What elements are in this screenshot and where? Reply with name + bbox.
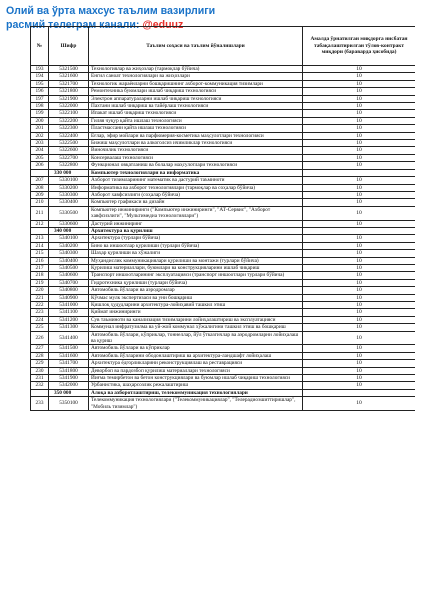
row-multiplier: 10 [303,206,416,220]
row-number: 219 [31,279,49,286]
row-number: 229 [31,360,49,367]
row-number: 227 [31,345,49,352]
row-multiplier: 10 [303,375,416,382]
row-code: 5350100 [49,397,89,411]
row-field-name: Алоқа ва ахборотлаштириш, телекоммуникация технологиялари [89,389,303,396]
row-code: 5322300 [49,125,89,132]
row-field-name: Электрон аппаратураларни ишлаб чиқариш технологияси [89,95,303,102]
row-multiplier: 10 [303,397,416,411]
row-multiplier: 10 [303,287,416,294]
row-code: 5340600 [49,272,89,279]
row-code: 5341400 [49,331,89,345]
table-row [31,132,416,139]
row-multiplier [303,169,416,176]
table-row [31,191,416,198]
row-number [31,389,49,396]
row-code: 5341900 [49,375,89,382]
row-multiplier: 10 [303,316,416,323]
row-multiplier: 10 [303,80,416,87]
table-row [31,331,416,345]
row-field-name: Консервалаш технологияси [89,154,303,161]
table-row [31,117,416,124]
row-code: 5341000 [49,302,89,309]
row-multiplier: 10 [303,184,416,191]
row-field-name: Виночилик технологияси [89,147,303,154]
row-code: 5341700 [49,360,89,367]
row-code: 5340500 [49,264,89,271]
row-number: 228 [31,352,49,359]
row-field-name: Телекоммуникация технологиялари ("Телекоммуникациялар", "Телерадиоэшиттиришлар", "Мобиль тизимлар") [89,397,303,411]
row-field-name: Ремонтехника буюмлари ишлаб чиқариш технологияси [89,88,303,95]
row-multiplier [303,227,416,234]
row-multiplier: 10 [303,345,416,352]
row-number: 220 [31,287,49,294]
row-number: 212 [31,220,49,227]
row-number: 223 [31,309,49,316]
table-row [31,147,416,154]
table-row [31,199,416,206]
telegram-handle[interactable]: @eduuz [142,19,184,31]
row-code: 5330100 [49,177,89,184]
row-number: 211 [31,206,49,220]
row-field-name: Бино ва иншоотлар қурилиши (турлари бўйича) [89,242,303,249]
row-multiplier: 10 [303,220,416,227]
row-code: 5341800 [49,367,89,374]
row-field-name: Еғлар, эфир мойлари ва парфюмерия-косметика маҳсулотлари технологияси [89,132,303,139]
column-header-field: Таълим соҳаси ва таълим йўналишлари [89,27,303,66]
row-multiplier: 10 [303,132,416,139]
table-row [31,302,416,309]
row-multiplier: 10 [303,367,416,374]
table-row [31,140,416,147]
row-code: 5322800 [49,162,89,169]
row-code: 5330500 [49,206,89,220]
row-code: 340 000 [49,227,89,234]
row-field-name: Архитектура ёдгорликларини реконструкциялаш ва реставрацияси [89,360,303,367]
row-code: 5340400 [49,257,89,264]
row-number: 196 [31,88,49,95]
row-number [31,169,49,176]
table-row [31,294,416,301]
table-row [31,103,416,110]
row-multiplier: 10 [303,309,416,316]
row-field-name: Информатика ва ахборот технологиялари (тармоқлар ва соҳалар бўйича) [89,184,303,191]
row-field-name: Транспорт иншоотларининг эксплуатацияси (транспорт иншоотлари турлари бўйича) [89,272,303,279]
row-field-name: Шаҳар қурилиши ва хўжалиги [89,250,303,257]
row-number: 202 [31,132,49,139]
header-channel-label: расмий телеграм канали: [6,19,140,31]
row-field-name: Урбанистика, шаҳарсозлик режалаштириш [89,382,303,389]
row-number: 207 [31,177,49,184]
row-code: 5330300 [49,191,89,198]
tuition-table [30,26,415,411]
row-number: 214 [31,242,49,249]
row-number: 198 [31,103,49,110]
row-multiplier [303,389,416,396]
table-row [31,80,416,87]
table-row [31,235,416,242]
row-multiplier: 10 [303,147,416,154]
column-header-multiplier: Амалда ўрнатилган миқдорга нисбатан табақалаштирилган тўлов-контракт миқдори (бараварда ҳисобида) [303,27,416,66]
row-field-name: Архитектура (турлари бўйича) [89,235,303,242]
table-row [31,397,416,411]
row-code: 5322600 [49,147,89,154]
row-number: 221 [31,294,49,301]
row-code: 5342000 [49,382,89,389]
row-field-name: Ахборот тизимларининг математик ва дастурий таъминоти [89,177,303,184]
row-number: 195 [31,80,49,87]
row-field-name: Функционал овқатланиш ва болалар маҳсулотлари технологияси [89,162,303,169]
row-code: 5321800 [49,88,89,95]
row-multiplier: 10 [303,302,416,309]
row-number: 210 [31,199,49,206]
row-code: 5340700 [49,279,89,286]
row-number: 231 [31,375,49,382]
row-multiplier: 10 [303,272,416,279]
column-header-number: № [31,27,49,66]
row-number: 205 [31,154,49,161]
table-row [31,206,416,220]
table-row [31,352,416,359]
row-multiplier: 10 [303,235,416,242]
row-code: 5322100 [49,110,89,117]
row-multiplier: 10 [303,162,416,169]
row-code: 5341500 [49,345,89,352]
row-multiplier: 10 [303,264,416,271]
row-code: 5321900 [49,95,89,102]
table-row [31,66,416,73]
table-row [31,125,416,132]
table-header-row [31,27,416,66]
table-row [31,279,416,286]
row-field-name: Бижиш маҳсулотлари ва алкоголсиз ичимликлар технологияси [89,140,303,147]
row-multiplier: 10 [303,242,416,249]
row-field-name: Автомобиль йўллари ва кўприклар [89,345,303,352]
table-row [31,184,416,191]
row-code: 5321600 [49,73,89,80]
row-number: 216 [31,257,49,264]
row-code: 5321700 [49,80,89,87]
row-number: 225 [31,324,49,331]
row-multiplier: 10 [303,352,416,359]
row-field-name: Гидротехника қурилиши (турлари бўйича) [89,279,303,286]
row-code: 5322700 [49,154,89,161]
row-code: 5322200 [49,117,89,124]
row-multiplier: 10 [303,199,416,206]
row-code: 330 000 [49,169,89,176]
row-code: 5341200 [49,316,89,323]
row-code: 5341600 [49,352,89,359]
row-number: 230 [31,367,49,374]
row-multiplier: 10 [303,73,416,80]
table-row [31,250,416,257]
table-row [31,264,416,271]
row-field-name: Компьютер инжиниринги ("Компьютер инжиниринги", "АТ-Сервис", "Ахборот хавфсизлиги", "Мультимедиа технологиялари") [89,206,303,220]
row-code: 5330200 [49,184,89,191]
row-field-name: Технологик жараёнларни бошқаришнинг ахборот-коммуникация тизимлари [89,80,303,87]
table-row [31,309,416,316]
table-row [31,110,416,117]
row-number: 194 [31,73,49,80]
row-number: 224 [31,316,49,323]
row-code: 5330400 [49,199,89,206]
row-field-name: Технологиялар ва жиҳозлар (тармоқлар бўйича) [89,66,303,73]
row-field-name: Муҳандислик коммуникациялари қурилиши ва монтажи (турлари бўйича) [89,257,303,264]
row-code: 5330600 [49,220,89,227]
section-row [31,227,416,234]
table-row [31,73,416,80]
row-code: 350 000 [49,389,89,396]
column-header-code: Шифр [49,27,89,66]
row-number: 199 [31,110,49,117]
table-body [31,66,416,411]
row-code: 5341100 [49,309,89,316]
table-row [31,360,416,367]
row-number: 208 [31,184,49,191]
table-row [31,316,416,323]
row-code: 5340200 [49,242,89,249]
row-code: 5340100 [49,235,89,242]
row-field-name: Архитектура ва қурилиш [89,227,303,234]
row-multiplier: 10 [303,154,416,161]
row-field-name: Сув таъминоти ва канализация тизимларини лойиҳалаштириш ва эксплуатацияси [89,316,303,323]
row-code: 5340900 [49,294,89,301]
row-multiplier: 10 [303,95,416,102]
row-field-name: Пластмассани қайта ишлаш технологияси [89,125,303,132]
row-number: 209 [31,191,49,198]
row-field-name: Автомобиль йўлларини ободонлаштириш ва архитектура-ландшафт лойиҳалаш [89,352,303,359]
row-number: 213 [31,235,49,242]
row-field-name: Коммунал инфратузилма ва уй-жой коммунал хўжалигини ташкил этиш ва бошқариш [89,324,303,331]
row-code: 5321500 [49,66,89,73]
row-field-name: Компьютер технологиялари ва информатика [89,169,303,176]
row-number: 203 [31,140,49,147]
row-multiplier: 10 [303,110,416,117]
row-multiplier: 10 [303,177,416,184]
row-multiplier: 10 [303,103,416,110]
row-number [31,227,49,234]
row-field-name: Қиймат инжиниринги [89,309,303,316]
row-multiplier: 10 [303,191,416,198]
tuition-table-wrap [30,26,415,596]
table-row [31,324,416,331]
row-multiplier: 10 [303,125,416,132]
row-field-name: Ахборот хавфсизлиги (соҳалар бўйича) [89,191,303,198]
table-row [31,162,416,169]
row-code: 5340800 [49,287,89,294]
row-field-name: Автомобиль йўллари ва аэродромлар [89,287,303,294]
row-multiplier: 10 [303,117,416,124]
row-number: 232 [31,382,49,389]
row-number: 215 [31,250,49,257]
row-code: 5322500 [49,140,89,147]
row-field-name: Енгил саноат технологиялари ва жиҳозлари [89,73,303,80]
row-number: 226 [31,331,49,345]
table-row [31,287,416,294]
row-number: 222 [31,302,49,309]
row-field-name: Гиляя чуқур қайта ишлаш технологияси [89,117,303,124]
row-multiplier: 10 [303,324,416,331]
row-multiplier: 10 [303,140,416,147]
row-multiplier: 10 [303,257,416,264]
table-row [31,154,416,161]
table-row [31,88,416,95]
row-field-name: Дастурий инжиниринг [89,220,303,227]
row-number: 197 [31,95,49,102]
row-field-name: Деворбоп ва пардозбоп қурилиш материаллари технологияси [89,367,303,374]
row-multiplier: 10 [303,279,416,286]
table-row [31,220,416,227]
table-row [31,95,416,102]
row-field-name: Пахтани ишлаб чиқариш ва тайёрлаш технологияси [89,103,303,110]
row-number: 217 [31,264,49,271]
row-field-name: Компьютер графикаси ва дизайн [89,199,303,206]
table-row [31,257,416,264]
row-field-name: Ипакат ишлаб чиқариш технологияси [89,110,303,117]
row-field-name: Кўчмас мулк экспертизаси ва уни бошқариш [89,294,303,301]
header-line-1: Олий ва ўрта махсус таълим вазирлиги [6,5,216,17]
row-code: 5322000 [49,103,89,110]
row-number: 204 [31,147,49,154]
table-row [31,367,416,374]
row-code: 5341300 [49,324,89,331]
row-code: 5340300 [49,250,89,257]
section-row [31,389,416,396]
table-row [31,375,416,382]
row-field-name: Қурилиш материаллари, буюмлари ва конструкцияларини ишлаб чиқариш [89,264,303,271]
row-number: 218 [31,272,49,279]
row-field-name: Йиғма темирбетон ва бетон конструкциялари ва буюмлар ишлаб чиқариш технологияси [89,375,303,382]
table-row [31,345,416,352]
row-multiplier: 10 [303,66,416,73]
row-multiplier: 10 [303,331,416,345]
section-row [31,169,416,176]
row-number: 193 [31,66,49,73]
row-multiplier: 10 [303,250,416,257]
row-multiplier: 10 [303,382,416,389]
table-row [31,177,416,184]
row-number: 233 [31,397,49,411]
row-field-name: Автомобиль йўллари, кўприклар, тоннеллар, йўл ўтказгичлар ва аэродромларни лойиҳалаш ва қуриш [89,331,303,345]
row-number: 206 [31,162,49,169]
row-number: 200 [31,117,49,124]
row-code: 5322400 [49,132,89,139]
table-row [31,272,416,279]
row-multiplier: 10 [303,88,416,95]
row-field-name: Қишлоқ ҳудудларини архитектура-лойиҳавий ташкил этиш [89,302,303,309]
row-multiplier: 10 [303,294,416,301]
table-row [31,242,416,249]
row-multiplier: 10 [303,360,416,367]
row-number: 201 [31,125,49,132]
table-row [31,382,416,389]
